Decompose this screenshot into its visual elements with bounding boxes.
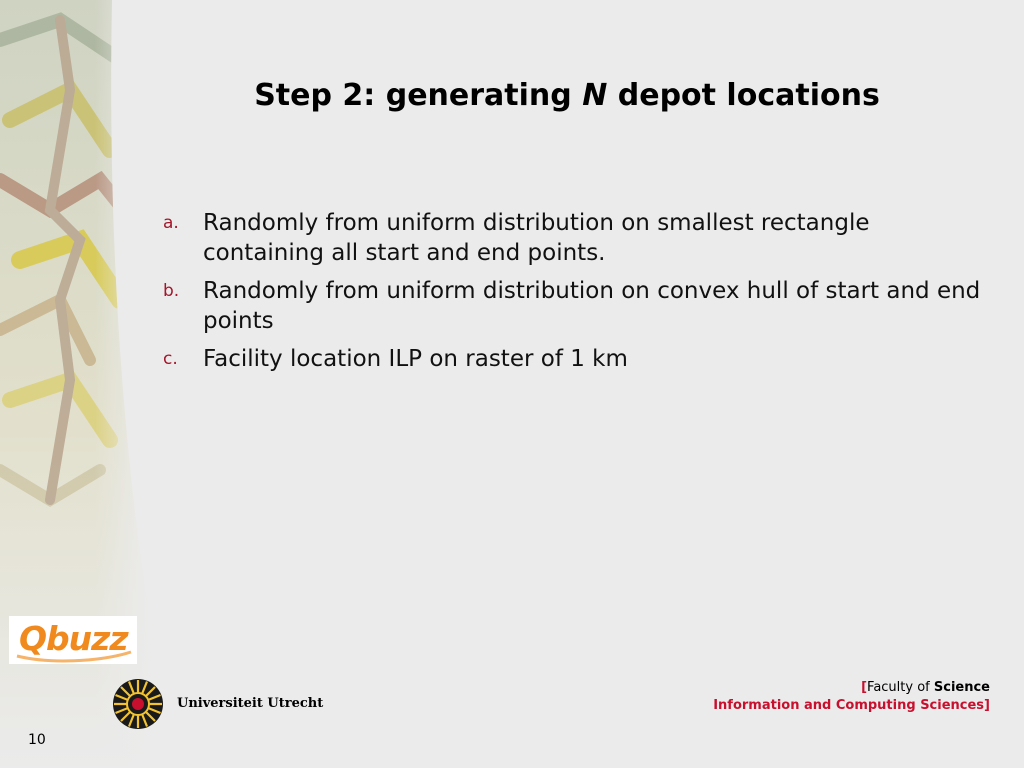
department-name: Information and Computing Sciences <box>713 698 985 713</box>
faculty-label <box>713 679 990 715</box>
title-variable: N <box>582 78 608 113</box>
bullet-text: Facility location ILP on raster of 1 km <box>203 346 628 372</box>
list-item <box>163 276 983 336</box>
faculty-science: Science <box>933 680 990 695</box>
slide-title: Step 2: generating N depot locations <box>254 78 880 113</box>
bullet-list <box>163 208 983 382</box>
slide-number: 10 <box>28 732 46 748</box>
qbuzz-logo-text: Qbuzz <box>19 619 128 658</box>
close-bracket: ] <box>984 698 990 713</box>
bullet-text: Randomly from uniform distribution on convex hull of start and end points <box>203 278 981 334</box>
department-line <box>713 697 990 715</box>
list-item <box>163 344 983 374</box>
faculty-line: [Faculty of Science <box>861 680 990 695</box>
bullet-text: Randomly from uniform distribution on smallest rectangle containing all start and end points. <box>203 210 870 266</box>
university-name: Universiteit Utrecht <box>177 696 324 711</box>
university-seal-icon <box>112 678 164 730</box>
open-bracket: [ <box>861 680 868 695</box>
bullet-marker: b. <box>163 281 180 301</box>
list-item <box>163 208 983 268</box>
bullet-marker: a. <box>163 213 179 233</box>
bullet-marker: c. <box>163 349 178 369</box>
qbuzz-logo <box>9 616 137 664</box>
